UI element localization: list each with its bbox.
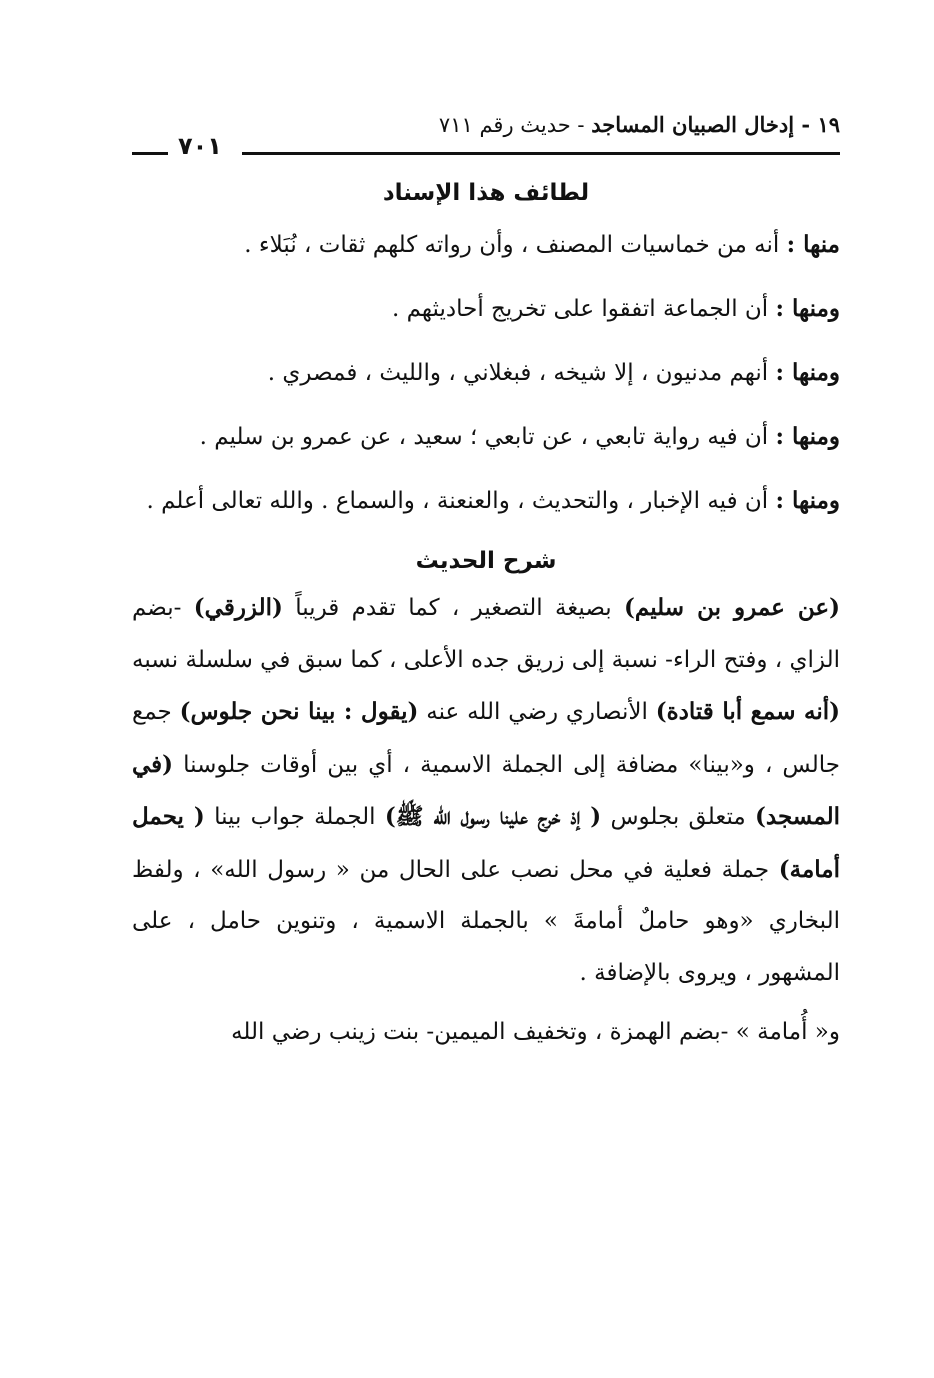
quoted-phrase: (الزرقي) bbox=[193, 594, 283, 621]
isnad-point-4 bbox=[132, 408, 840, 466]
quoted-phrase: (أنه سمع أبا قتادة) bbox=[655, 698, 840, 725]
commentary-text: الجملة جواب بينا bbox=[204, 804, 385, 830]
isnad-point-3 bbox=[132, 344, 840, 402]
section-heading-isnad: لطائف هذا الإسناد bbox=[382, 180, 590, 206]
isnad-point-1 bbox=[132, 216, 840, 274]
point-text: أن فيه الإخبار ، والتحديث ، والعنعنة ، والسماع . والله تعالى أعلم . bbox=[146, 488, 776, 514]
quoted-phrase: (في المسجد) bbox=[132, 750, 841, 830]
page-content bbox=[132, 180, 840, 1059]
point-label: ومنها : bbox=[775, 359, 840, 386]
quoted-phrase: ( يحمل أمامة) bbox=[132, 803, 840, 883]
commentary-text: جمع جالس ، و«بينا» مضافة إلى الجملة الاسمية ، أي بين أوقات جلوسنا bbox=[132, 699, 840, 778]
running-header bbox=[132, 112, 840, 162]
point-text: أن الجماعة اتفقوا على تخريج أحاديثهم . bbox=[392, 296, 776, 322]
quoted-phrase: (يقول : بينا نحن جلوس) bbox=[179, 698, 419, 725]
point-label: ومنها : bbox=[775, 487, 840, 514]
commentary-text: الأنصاري رضي الله عنه bbox=[418, 699, 656, 725]
commentary-paragraph-2: و« أُمامة » -بضم الهمزة ، وتخفيف الميمين- بنت زينب رضي الله bbox=[231, 1019, 840, 1045]
point-label: منها : bbox=[786, 231, 840, 258]
commentary-paragraph-1 bbox=[132, 582, 840, 999]
page-number: ٧٠١ bbox=[172, 132, 228, 160]
point-text: أنهم مدنيون ، إلا شيخه ، فبغلاني ، والليث ، فمصري . bbox=[267, 360, 776, 386]
section-heading-sharh: شرح الحديث bbox=[415, 548, 557, 574]
header-rule bbox=[242, 152, 840, 155]
quoted-phrase: (عن عمرو بن سليم) bbox=[624, 594, 840, 621]
commentary-text: جملة فعلية في محل نصب على الحال من « رسول الله» ، ولفظ البخاري «وهو حاملٌ أمامةَ » بالجملة الاسمية ، وتنوين حامل ، على المشهور ، ويروى بالإضافة . bbox=[132, 856, 840, 986]
isnad-point-2 bbox=[132, 280, 840, 338]
quoted-phrase: ( إذ خرج علينا رسول الله ﷺ) bbox=[384, 803, 602, 830]
header-title bbox=[439, 112, 840, 137]
hadith-number: حديث رقم ٧١١ bbox=[438, 113, 571, 137]
commentary-text: متعلق بجلوس bbox=[601, 804, 755, 830]
isnad-point-5 bbox=[132, 472, 840, 530]
header-separator: - bbox=[570, 113, 592, 137]
point-text: أن فيه رواية تابعي ، عن تابعي ؛ سعيد ، عن عمرو بن سليم . bbox=[199, 424, 776, 450]
chapter-title: ١٩ - إدخال الصبيان المساجد bbox=[591, 112, 840, 137]
commentary-text: -بضم الزاي ، وفتح الراء- نسبة إلى زريق جده الأعلى ، كما سبق في سلسلة نسبه bbox=[132, 595, 840, 673]
header-dash bbox=[132, 152, 168, 155]
point-label: ومنها : bbox=[775, 295, 840, 322]
commentary-text: بصيغة التصغير ، كما تقدم قريباً bbox=[282, 595, 625, 621]
point-text: أنه من خماسيات المصنف ، وأن رواته كلهم ثقات ، نُبَلاء . bbox=[244, 232, 787, 258]
point-label: ومنها : bbox=[775, 423, 840, 450]
